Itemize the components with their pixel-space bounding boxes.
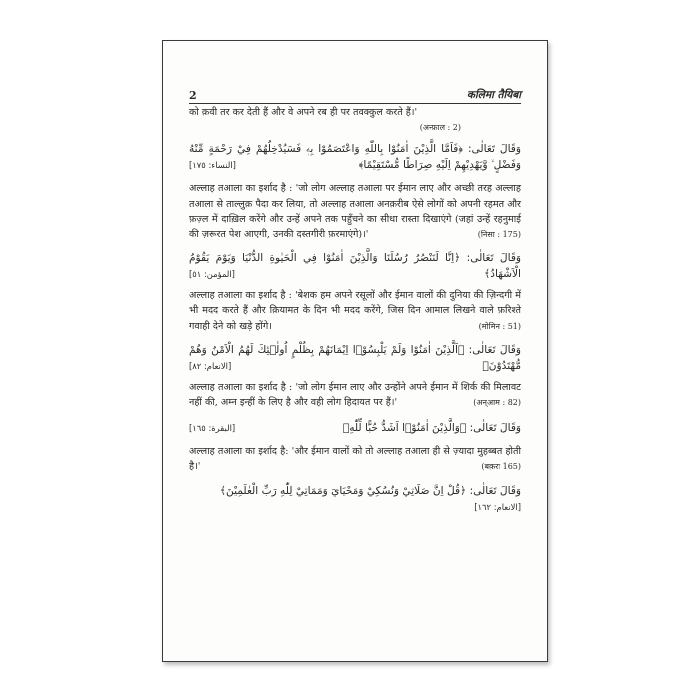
- verse-reference: [الانعام: ١٦٢]: [474, 501, 521, 512]
- hindi-paragraph: [189, 380, 521, 410]
- verse-text: وَقَالَ تَعَالٰى: ﴿وَالَّذِيْنَ اٰمَنُوْۤا اَشَدُّ حُبًّا لِّلّٰهِ﴾: [342, 422, 521, 435]
- arabic-verse: [189, 250, 521, 282]
- reference: (बक़रः 165): [481, 462, 521, 472]
- arabic-verse: [189, 342, 521, 374]
- hindi-paragraph: [189, 444, 521, 474]
- paragraph-text: अल्लाह तआला का इर्शाद है: 'और ईमान वालों को तो अल्लाह तआला ही से ज़्यादा मुहब्बत होती है।': [189, 446, 521, 473]
- hindi-paragraph: [189, 181, 521, 242]
- paragraph-text: अल्लाह तआला का इर्शाद है : 'जो लोग ईमान लाए और उन्होंने अपने ईमान में शिर्क की मिलावट नहीं की, अम्न इन्हीं के लिए है और वही लोग हिदायत पर हैं।': [189, 381, 521, 409]
- page-number: 2: [189, 89, 197, 102]
- verse-reference: [النساء: ١٧٥]: [189, 160, 236, 171]
- paragraph-text: अल्लाह तआला का इर्शाद है : 'बेशक हम अपने रसूलों और ईमान वालों की दुनिया की ज़िन्दगी में भी मदद करते हैं और क़ियामत के दिन भी मदद करेंगे, जिस दिन आमाल लिखने वाले फ़रिश्ते गवाही देने को खड़े होंगे।: [189, 290, 521, 332]
- paragraph-text: अल्लाह तआला का इर्शाद है : 'जो लोग अल्लाह तआला पर ईमान लाए और अच्छी तरह अल्लाह तआला से ताल्लुक़ पैदा कर लिया, तो अल्लाह तआला अनक़रीब ऐसे लोगों को अपनी रहमत और फ़ज़्ल में दाख़िल करेंगे और उन्हें अपने तक पहुँचने का सीधा रास्ता दिखाएंगे (जहां उन्हें रहनुमाई की ज़रूरत पेश आएगी, उनकी दस्तगीरी फ़रमाएंगे)।': [189, 183, 521, 241]
- page-body: [189, 105, 521, 515]
- reference: (अन्आम : 82): [473, 398, 521, 408]
- paragraph-text: को क़वी तर कर देती हैं और वे अपने रब ही पर तवक्कुल करते हैं।': [189, 107, 418, 118]
- verse-text: وَقَالَ تَعَالٰى: ﴿اِنَّا لَنَنْصُرُ رُسُلَنَا وَالَّذِيْنَ اٰمَنُوْا فِي الْحَيٰوةِ الدُّنْيَا وَيَوْمَ يَقُوْمُ الْاَشْهَادُ﴾: [189, 252, 521, 281]
- arabic-verse: [189, 420, 521, 436]
- arabic-verse: [189, 483, 521, 512]
- hindi-paragraph: [189, 105, 521, 133]
- hindi-paragraph: [189, 288, 521, 334]
- verse-reference: [الانعام: ٨٢]: [189, 360, 232, 371]
- reference: (अन्फ़ाल : 2): [419, 123, 461, 133]
- reference: (मोमिन : 51): [478, 321, 521, 331]
- page-header: [189, 87, 521, 104]
- verse-text: وَقَالَ تَعَالٰى: ﴿اَلَّذِيْنَ اٰمَنُوْا وَلَمْ يَلْبِسُوْۤا اِيْمَانَهُمْ بِظُلْمٍ اُولٰۤئِكَ لَهُمُ الْاَمْنُ وَهُمْ مُّهْتَدُوْنَ﴾: [189, 343, 521, 372]
- reference: (निसा : 175): [477, 230, 521, 240]
- verse-text: وَقَالَ تَعَالٰى: ﴿قُلْ اِنَّ صَلَاتِيْ وَنُسُكِيْ وَمَحْيَايَ وَمَمَاتِيْ لِلّٰهِ رَبِّ الْعٰلَمِيْنَ﴾: [219, 484, 521, 497]
- verse-reference: [البقرة: ١٦٥]: [189, 423, 236, 434]
- running-title: कलिमा तैयिबा: [466, 89, 521, 101]
- arabic-verse: [189, 141, 521, 173]
- verse-text: وَقَالَ تَعَالٰى: ﴿فَاَمَّا الَّذِيْنَ اٰمَنُوْا بِاللّٰهِ وَاعْتَصَمُوْا بِهٖ فَسَيُدْخِلُهُمْ فِيْ رَحْمَةٍ مِّنْهُ وَفَضْلٍ ۙ وَّيَهْدِيْهِمْ اِلَيْهِ صِرَاطًا مُّسْتَقِيْمًا﴾: [189, 143, 521, 172]
- verse-reference: [المؤمن: ٥١]: [189, 269, 235, 280]
- book-page: [162, 40, 548, 662]
